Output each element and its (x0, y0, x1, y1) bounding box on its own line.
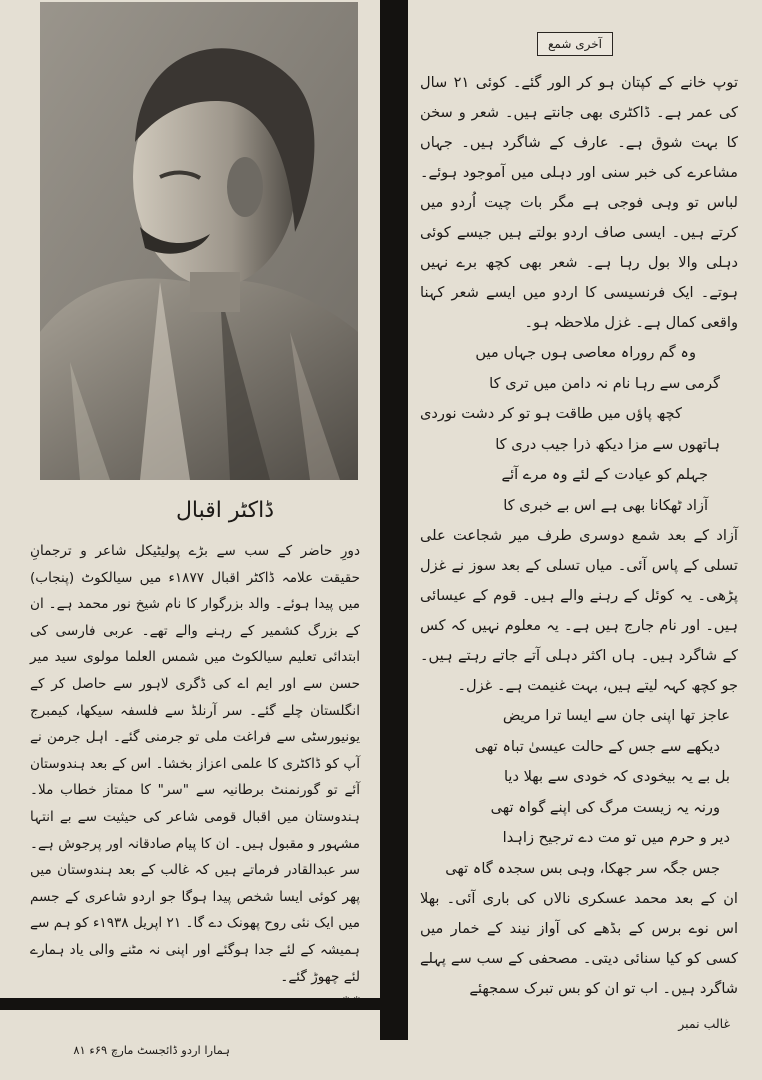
column-divider-horizontal (0, 998, 380, 1010)
biography-paragraph: دورِ حاضر کے سب سے بڑے پولیٹیکل شاعر و ترجمانِ حقیقت علامہ ڈاکٹر اقبال ۱۸۷۷ء میں سیالکوٹ (پنجاب) میں پیدا ہوئے۔ والد بزرگوار کا نام شیخ نور محمد ہے۔ ان کے بزرگ کشمیر کے رہنے والے تھے۔ عربی فارسی کی ابتدائی تعلیم سیالکوٹ میں شمس العلما مولوی سید میر حسن سے اور ایم اے کی ڈگری لاہور سے حاصل کر کے انگلستان چلے گئے۔ سر آرنلڈ سے فلسفہ سیکھا، کیمبرج یونیورسٹی سے فراغت ملی تو جرمنی گئے۔ اہل جرمن نے آپ کو ڈاکٹری کا علمی اعزاز بخشا۔ اس کے بعد ہندوستان آئے تو گورنمنٹ برطانیہ سے "سر" کا ممتاز خطاب ملا۔ ہندوستان میں اقبال قومی شاعر کی حیثیت سے بے انتہا مشہور و مقبول ہیں۔ ان کا پیام صادقانہ اور پرجوش ہے۔ سر عبدالقادر فرماتے ہیں کہ غالب کے بعد ہندوستان میں پھر کوئی ایسا شخص پیدا ہوگا جو اردو شاعری کے جسم میں ایک نئی روح پھونک دے گا۔ ۲۱ اپریل ۱۹۳۸ء کو ہم سے ہمیشہ کے لئے جدا ہوگئے اور اپنی نہ مٹنے والی یاد ہمارے لئے چھوڑ گئے۔ (30, 543, 361, 985)
ghazal-line-4: ورنہ یہ زیست مرگ کی اپنے گواہ تھی (490, 798, 720, 816)
caption-title: ڈاکٹر اقبال (175, 498, 275, 523)
column-divider-vertical (380, 0, 408, 1040)
footer-issue-label: غالب نمبر (678, 1016, 730, 1031)
ghazal-line-6: جس جگہ سر جھکا، وہی بس سجدہ گاہ تھی (445, 859, 720, 877)
footer-page-info: ہمارا اردو ڈائجسٹ مارچ ۶۹ء ۸۱ (73, 1043, 230, 1057)
article-paragraph-2: آزاد کے بعد شمع دوسری طرف میر شجاعت علی تسلی کے پاس آئی۔ میاں تسلی کے بعد سوز نے غزل پڑھی۔ یہ کوئل کے رہنے والے ہیں۔ قوم کے عیسائی ہیں۔ اور نام جارج ہیں ہے۔ یہ معلوم نہیں کہ کس کے شاگرد ہیں۔ ہاں اکثر دہلی آتے جاتے رہتے ہیں۔ جو کچھ کہہ لیتے ہیں، بہت غنیمت ہے۔ غزل۔ (420, 527, 738, 694)
article-paragraph-1: توپ خانے کے کپتان ہو کر الور گئے۔ کوئی ۲۱ سال کی عمر ہے۔ ڈاکٹری بھی جانتے ہیں۔ شعر و سخن کا بہت شوق ہے۔ عارف کے شاگرد ہیں۔ جہاں مشاعرے کی خبر سنی اور دہلی میں آموجود ہوئے۔ لباس تو وہی فوجی ہے مگر بات چیت اُردو میں کرتے ہیں۔ ایسی صاف اردو بولتے ہیں جیسے کوئی دہلی والا بول رہا ہے۔ شعر بھی کچھ برے نہیں ہوتے۔ ایک فرنسیسی کا اردو میں ایسے شعر کہنا واقعی کمال ہے۔ غزل ملاحظہ ہو۔ (420, 74, 738, 331)
article-paragraph-3: ان کے بعد محمد عسکری نالاں کی باری آئی۔ بھلا اس نوے برس کے بڈھے کی آواز نیند کے خمار میں کسی کو کیا سنائی دیتی۔ مصحفی کے سب سے پہلے شاگرد ہیں۔ اب تو ان کو بس تبرک سمجھئے (420, 890, 738, 997)
portrait-image (40, 2, 358, 480)
portrait-photo (40, 2, 358, 480)
verse-line-3: کچھ پاؤں میں طاقت ہو تو کر دشت نوردی (420, 405, 682, 422)
verse-line-4: ہاتھوں سے مزا دیکھ ذرا جیب دری کا (495, 435, 720, 453)
biography-text (30, 538, 360, 998)
article-column (420, 68, 738, 997)
ghazal-line-5: دیر و حرم میں تو مت دے ترجیح زاہدا (502, 829, 730, 846)
verse-line-6: آزاد ٹھکانا بھی ہے اس بے خبری کا (503, 496, 708, 514)
verse-line-1: وہ گم روراہ معاصی ہوں جہاں میں (475, 344, 696, 361)
verse-line-2: گرمی سے رہا نام نہ دامن میں تری کا (489, 374, 720, 392)
verse-line-5: جہلم کو عیادت کے لئے وہ مرے آئے (501, 466, 708, 483)
ghazal-line-1: عاجز تھا اپنی جان سے ایسا ترا مریض (502, 707, 730, 724)
header-tag: آخری شمع (537, 32, 613, 56)
ghazal-line-3: بل بے یہ بیخودی کہ خودی سے بھلا دیا (503, 768, 730, 785)
ghazal-line-2: دیکھے سے جس کے حالت عیسیٰ تباہ تھی (474, 737, 720, 755)
